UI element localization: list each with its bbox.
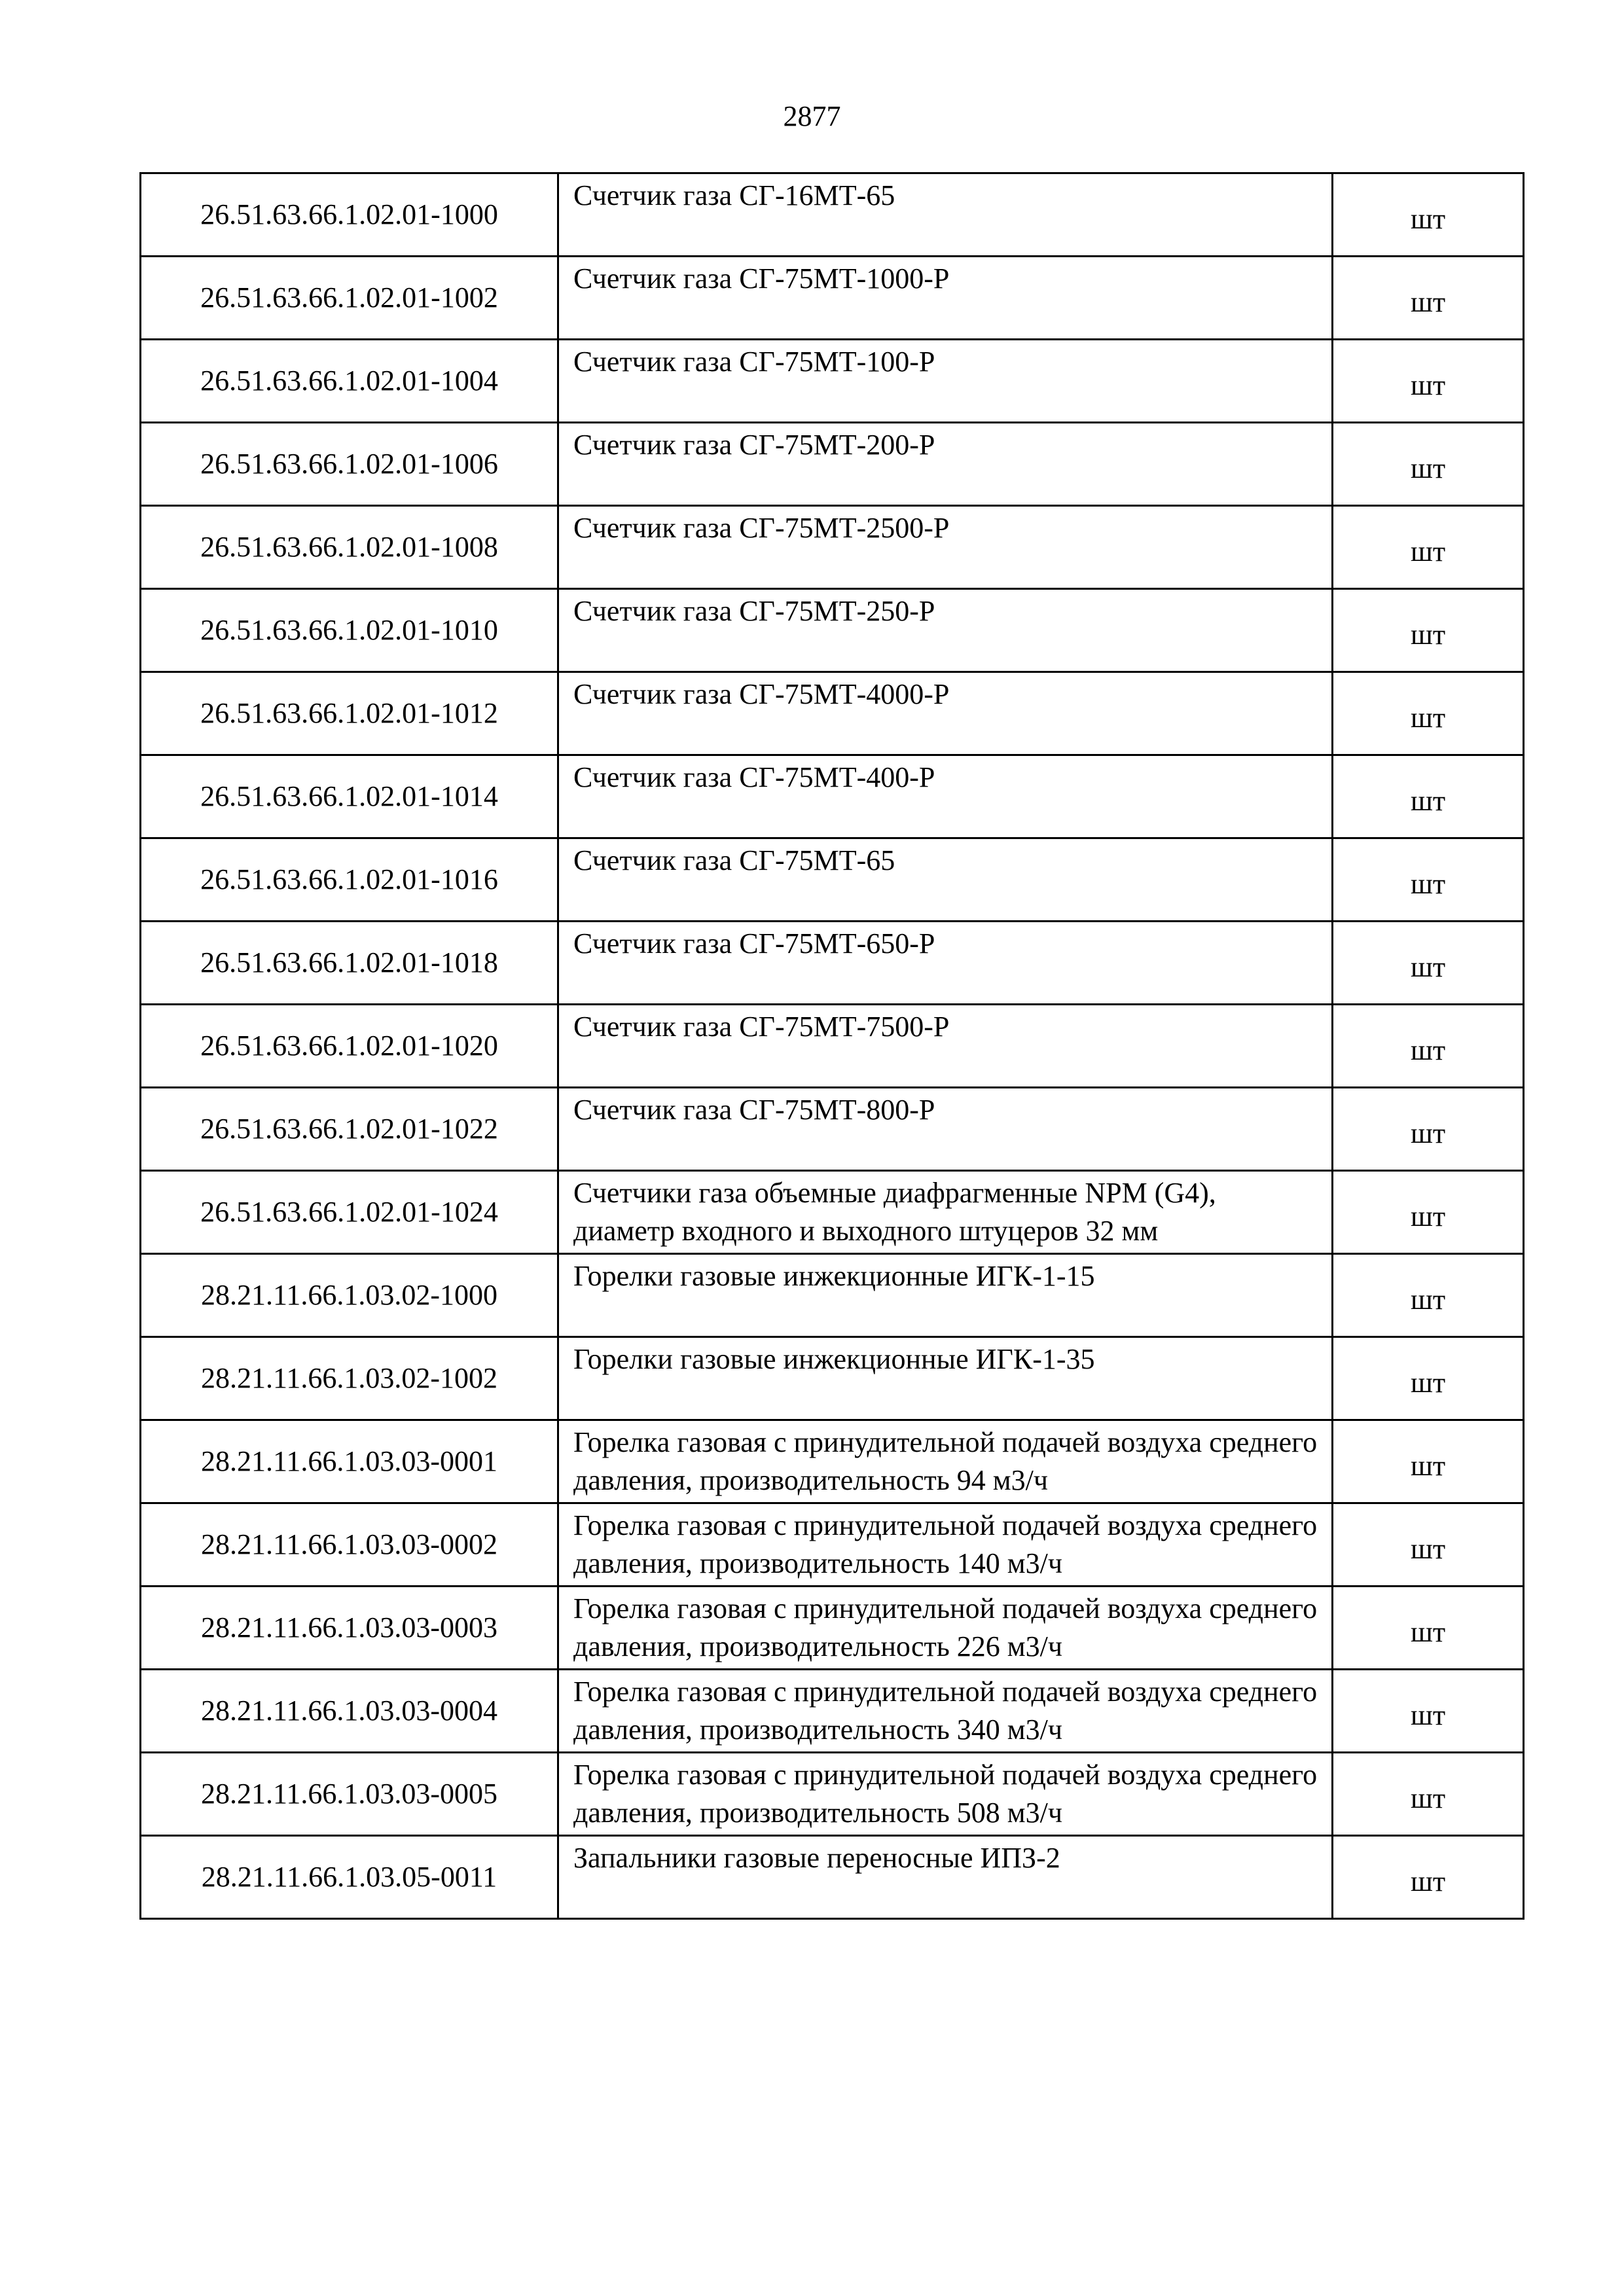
item-code: 26.51.63.66.1.02.01-1022 — [141, 1088, 558, 1171]
item-name: Запальники газовые переносные ИПЗ-2 — [558, 1836, 1333, 1919]
item-name: Счетчик газа СГ-75МТ-250-Р — [558, 589, 1333, 672]
item-name: Горелка газовая с принудительной подачей воздуха среднего давления, производительность 340 м3/ч — [558, 1670, 1333, 1753]
items-table-body — [141, 173, 1524, 1919]
table-row — [141, 1836, 1524, 1919]
item-code: 26.51.63.66.1.02.01-1014 — [141, 755, 558, 838]
item-code: 26.51.63.66.1.02.01-1000 — [141, 173, 558, 257]
table-row — [141, 506, 1524, 589]
item-unit: шт — [1333, 173, 1524, 257]
item-unit: шт — [1333, 838, 1524, 922]
item-unit: шт — [1333, 1337, 1524, 1420]
item-code: 26.51.63.66.1.02.01-1020 — [141, 1005, 558, 1088]
item-unit: шт — [1333, 1503, 1524, 1587]
page-number: 2877 — [783, 100, 841, 132]
table-row — [141, 257, 1524, 340]
item-unit: шт — [1333, 1753, 1524, 1836]
table-row — [141, 1254, 1524, 1337]
table-row — [141, 1753, 1524, 1836]
item-name: Горелка газовая с принудительной подачей воздуха среднего давления, производительность 94 м3/ч — [558, 1420, 1333, 1503]
table-row — [141, 1171, 1524, 1254]
items-table — [139, 172, 1525, 1920]
item-unit: шт — [1333, 1254, 1524, 1337]
item-code: 26.51.63.66.1.02.01-1018 — [141, 922, 558, 1005]
item-name: Счетчик газа СГ-75МТ-7500-Р — [558, 1005, 1333, 1088]
table-row — [141, 340, 1524, 423]
item-code: 28.21.11.66.1.03.03-0004 — [141, 1670, 558, 1753]
item-unit: шт — [1333, 340, 1524, 423]
item-code: 28.21.11.66.1.03.03-0003 — [141, 1587, 558, 1670]
item-unit: шт — [1333, 1005, 1524, 1088]
item-code: 28.21.11.66.1.03.03-0005 — [141, 1753, 558, 1836]
item-unit: шт — [1333, 1670, 1524, 1753]
table-row — [141, 1005, 1524, 1088]
table-row — [141, 838, 1524, 922]
item-unit: шт — [1333, 1171, 1524, 1254]
item-name: Счетчик газа СГ-75МТ-400-Р — [558, 755, 1333, 838]
item-unit: шт — [1333, 1836, 1524, 1919]
item-code: 26.51.63.66.1.02.01-1012 — [141, 672, 558, 755]
item-name: Счетчик газа СГ-16МТ-65 — [558, 173, 1333, 257]
item-unit: шт — [1333, 922, 1524, 1005]
item-name: Счетчик газа СГ-75МТ-800-Р — [558, 1088, 1333, 1171]
table-row — [141, 755, 1524, 838]
item-code: 28.21.11.66.1.03.03-0002 — [141, 1503, 558, 1587]
table-row — [141, 1088, 1524, 1171]
item-code: 28.21.11.66.1.03.02-1000 — [141, 1254, 558, 1337]
table-row — [141, 173, 1524, 257]
table-row — [141, 1670, 1524, 1753]
item-name: Горелки газовые инжекционные ИГК-1-35 — [558, 1337, 1333, 1420]
item-name: Горелка газовая с принудительной подачей воздуха среднего давления, производительность 508 м3/ч — [558, 1753, 1333, 1836]
item-code: 26.51.63.66.1.02.01-1010 — [141, 589, 558, 672]
item-name: Счетчик газа СГ-75МТ-650-Р — [558, 922, 1333, 1005]
table-row — [141, 423, 1524, 506]
item-name: Счетчик газа СГ-75МТ-200-Р — [558, 423, 1333, 506]
item-code: 26.51.63.66.1.02.01-1004 — [141, 340, 558, 423]
item-unit: шт — [1333, 672, 1524, 755]
table-row — [141, 922, 1524, 1005]
item-code: 26.51.63.66.1.02.01-1024 — [141, 1171, 558, 1254]
item-code: 26.51.63.66.1.02.01-1016 — [141, 838, 558, 922]
item-code: 28.21.11.66.1.03.05-0011 — [141, 1836, 558, 1919]
item-unit: шт — [1333, 755, 1524, 838]
item-unit: шт — [1333, 1088, 1524, 1171]
item-code: 26.51.63.66.1.02.01-1008 — [141, 506, 558, 589]
item-name: Счетчик газа СГ-75МТ-65 — [558, 838, 1333, 922]
item-unit: шт — [1333, 506, 1524, 589]
table-row — [141, 1337, 1524, 1420]
item-name: Счетчики газа объемные диафрагменные NPM (G4), диаметр входного и выходного штуцеров 32 мм — [558, 1171, 1333, 1254]
item-code: 26.51.63.66.1.02.01-1002 — [141, 257, 558, 340]
item-name: Горелки газовые инжекционные ИГК-1-15 — [558, 1254, 1333, 1337]
item-code: 26.51.63.66.1.02.01-1006 — [141, 423, 558, 506]
item-unit: шт — [1333, 589, 1524, 672]
item-name: Счетчик газа СГ-75МТ-2500-Р — [558, 506, 1333, 589]
table-row — [141, 1587, 1524, 1670]
item-unit: шт — [1333, 1587, 1524, 1670]
item-unit: шт — [1333, 257, 1524, 340]
item-name: Счетчик газа СГ-75МТ-4000-Р — [558, 672, 1333, 755]
table-row — [141, 1503, 1524, 1587]
table-row — [141, 1420, 1524, 1503]
table-row — [141, 589, 1524, 672]
item-code: 28.21.11.66.1.03.02-1002 — [141, 1337, 558, 1420]
item-unit: шт — [1333, 1420, 1524, 1503]
item-unit: шт — [1333, 423, 1524, 506]
table-row — [141, 672, 1524, 755]
item-code: 28.21.11.66.1.03.03-0001 — [141, 1420, 558, 1503]
item-name: Горелка газовая с принудительной подачей воздуха среднего давления, производительность 140 м3/ч — [558, 1503, 1333, 1587]
item-name: Горелка газовая с принудительной подачей воздуха среднего давления, производительность 226 м3/ч — [558, 1587, 1333, 1670]
item-name: Счетчик газа СГ-75МТ-100-Р — [558, 340, 1333, 423]
item-name: Счетчик газа СГ-75МТ-1000-Р — [558, 257, 1333, 340]
